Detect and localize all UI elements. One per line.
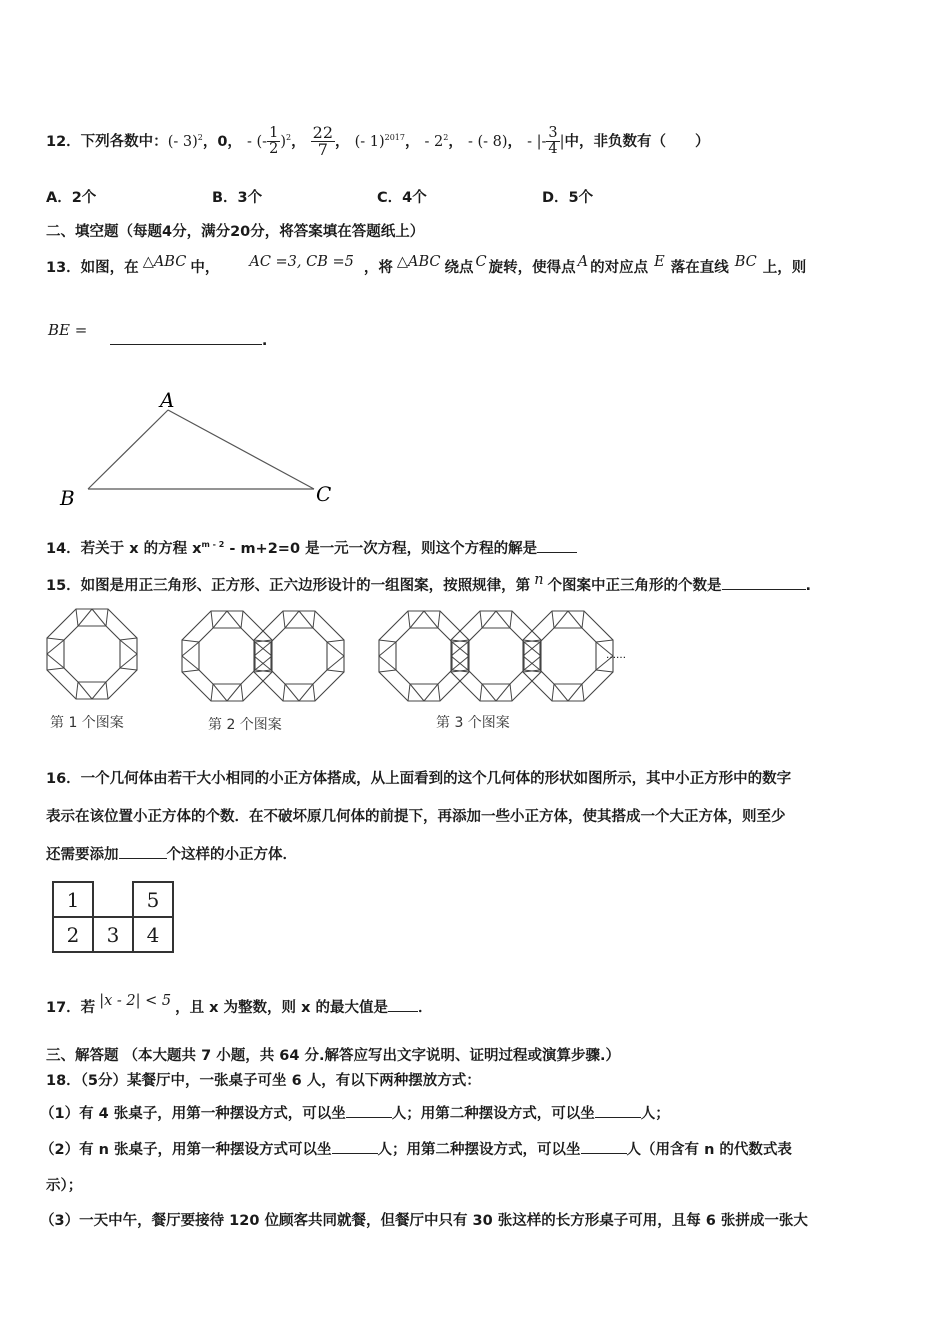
q17-answer-blank[interactable]: [388, 997, 418, 1012]
q16-answer-blank[interactable]: [119, 844, 167, 859]
triangle-label-c: C: [316, 482, 332, 506]
pattern-caption-2: 第 2 个图案: [208, 717, 282, 733]
q12-prefix: 12．下列各数中：: [46, 133, 168, 150]
triangle-label-b: B: [60, 486, 75, 510]
q12-expr3: $\frac{22}{7}$: [312, 122, 333, 160]
grid-cell: 4: [133, 917, 173, 952]
question-18-intro: 18．（5分）某餐厅中，一张桌子可坐 6 人，有以下两种摆放方式：: [46, 1073, 481, 1089]
question-15: 15．如图是用正三角形、正方形、正六边形设计的一组图案，按照规律，第 n 个图案中正三角形的个数是 .: [46, 572, 812, 594]
q12-option-c[interactable]: C．4个: [377, 190, 427, 206]
q12-sep: ，: [507, 133, 522, 150]
question-18-part-2: （2）有 n 张桌子，用第一种摆设方式可以坐 人；用第二种摆设方式，可以坐 人（用含有 n 的代数式表: [40, 1138, 792, 1159]
q12-expr5: - $2^2$: [424, 133, 449, 150]
question-14: 14．若关于 x 的方程 $x^{m - 2} - m+2=0$ 是一元一次方程，则这个方程的解是: [46, 537, 577, 558]
q17-inequality: |x - 2| < 5: [99, 993, 172, 1009]
grid-cell: 1: [53, 882, 93, 917]
q18-1-blank-b[interactable]: [595, 1103, 641, 1118]
pattern-3: [379, 611, 613, 701]
question-18-part-2-cont: 示）；: [46, 1178, 83, 1194]
q12-expr1: (- 3)$^2$: [167, 133, 203, 150]
q13-answer-line: BE = .: [48, 321, 268, 349]
triangle-side-ac: [168, 410, 314, 489]
grid-empty-cell: [93, 882, 133, 917]
q12-sep: ，: [404, 133, 420, 150]
pattern-2: [182, 611, 344, 701]
question-17: 17．若 |x - 2| < 5 ，且 x 为整数，则 x 的最大值是 ．: [46, 993, 433, 1016]
pattern-figures: [44, 608, 694, 708]
q18-1-blank-a[interactable]: [346, 1103, 392, 1118]
q12-option-b[interactable]: B．3个: [212, 190, 263, 206]
q18-2-blank-b[interactable]: [581, 1139, 627, 1154]
pattern-caption-1: 第 1 个图案: [50, 715, 124, 731]
grid-cell: 5: [133, 882, 173, 917]
q15-answer-blank[interactable]: [722, 575, 806, 590]
q12-expr6: - (- 8): [467, 133, 508, 150]
pattern-1: [47, 609, 137, 699]
q13-condition: AC =3, CB =5: [249, 254, 354, 270]
q12-option-d[interactable]: D．5个: [542, 190, 594, 206]
q13-be-label: BE =: [48, 321, 88, 339]
triangle-side-ab: [88, 410, 168, 489]
q13-answer-blank[interactable]: [110, 330, 262, 345]
q12-sep: ，: [291, 133, 306, 150]
grid-cell: 3: [93, 917, 133, 952]
q12-sep: ，: [448, 133, 463, 150]
triangle-figure: [50, 385, 350, 515]
q13-triangle: △ABC: [142, 254, 187, 270]
q13-point-a: A: [577, 254, 589, 270]
question-16-line-3: 还需要添加 个这样的小正方体．: [46, 843, 297, 864]
q12-option-a[interactable]: A．2个: [46, 190, 97, 206]
q15-n: n: [534, 572, 544, 588]
q13-point-e: E: [654, 254, 665, 270]
pattern-ellipsis: ……: [606, 650, 626, 661]
question-16-line-1: 16．一个几何体由若干大小相同的小正方体搭成，从上面看到的这个几何体的形状如图所示，其中小正方形中的数字: [46, 771, 792, 787]
q12-expr2: - (- $\frac{1}{2}$ )$^2$: [247, 125, 292, 158]
q12-expr7: - |- $\frac{3}{4}$ |: [527, 125, 565, 158]
q18-2-blank-a[interactable]: [332, 1139, 378, 1154]
top-view-grid: [52, 881, 174, 953]
question-18-part-1: （1）有 4 张桌子，用第一种摆设方式，可以坐 人；用第二种摆设方式，可以坐 人；: [40, 1102, 670, 1123]
q13-point-c: C: [475, 254, 487, 270]
q12-suffix: 中，非负数有（ ）: [564, 133, 710, 150]
question-18-part-3: （3）一天中午，餐厅要接待 120 位顾客共同就餐，但餐厅中只有 30 张这样的长方形桌子可用，且每 6 张拼成一张大: [40, 1213, 808, 1229]
pattern-caption-3: 第 3 个图案: [436, 715, 510, 731]
q12-expr4: (- 1)$^{2017}$: [354, 133, 405, 150]
question-13: 13．如图，在 △ABC 中， AC =3, CB =5 ，将 △ABC 绕点 C 旋转，使得点 A 的对应点 E 落在直线 BC 上，则: [46, 254, 807, 276]
triangle-label-a: A: [160, 388, 175, 412]
q12-sep: ，: [335, 133, 350, 150]
question-12: [46, 118, 709, 162]
section-3-title: 三、解答题 （本大题共 7 小题，共 64 分.解答应写出文字说明、证明过程或演算步骤.）: [46, 1048, 621, 1064]
section-2-title: 二、填空题（每题4分，满分20分，将答案填在答题纸上）: [46, 224, 425, 240]
q12-sep: ，0，: [202, 133, 242, 150]
grid-cell: 2: [53, 917, 93, 952]
question-16-line-2: 表示在该位置小正方体的个数．在不破坏原几何体的前提下，再添加一些小正方体，使其搭成一个大正方体，则至少: [46, 809, 786, 825]
q13-line-bc: BC: [734, 254, 757, 270]
q13-triangle-2: △ABC: [396, 254, 441, 270]
q14-answer-blank[interactable]: [537, 538, 577, 553]
